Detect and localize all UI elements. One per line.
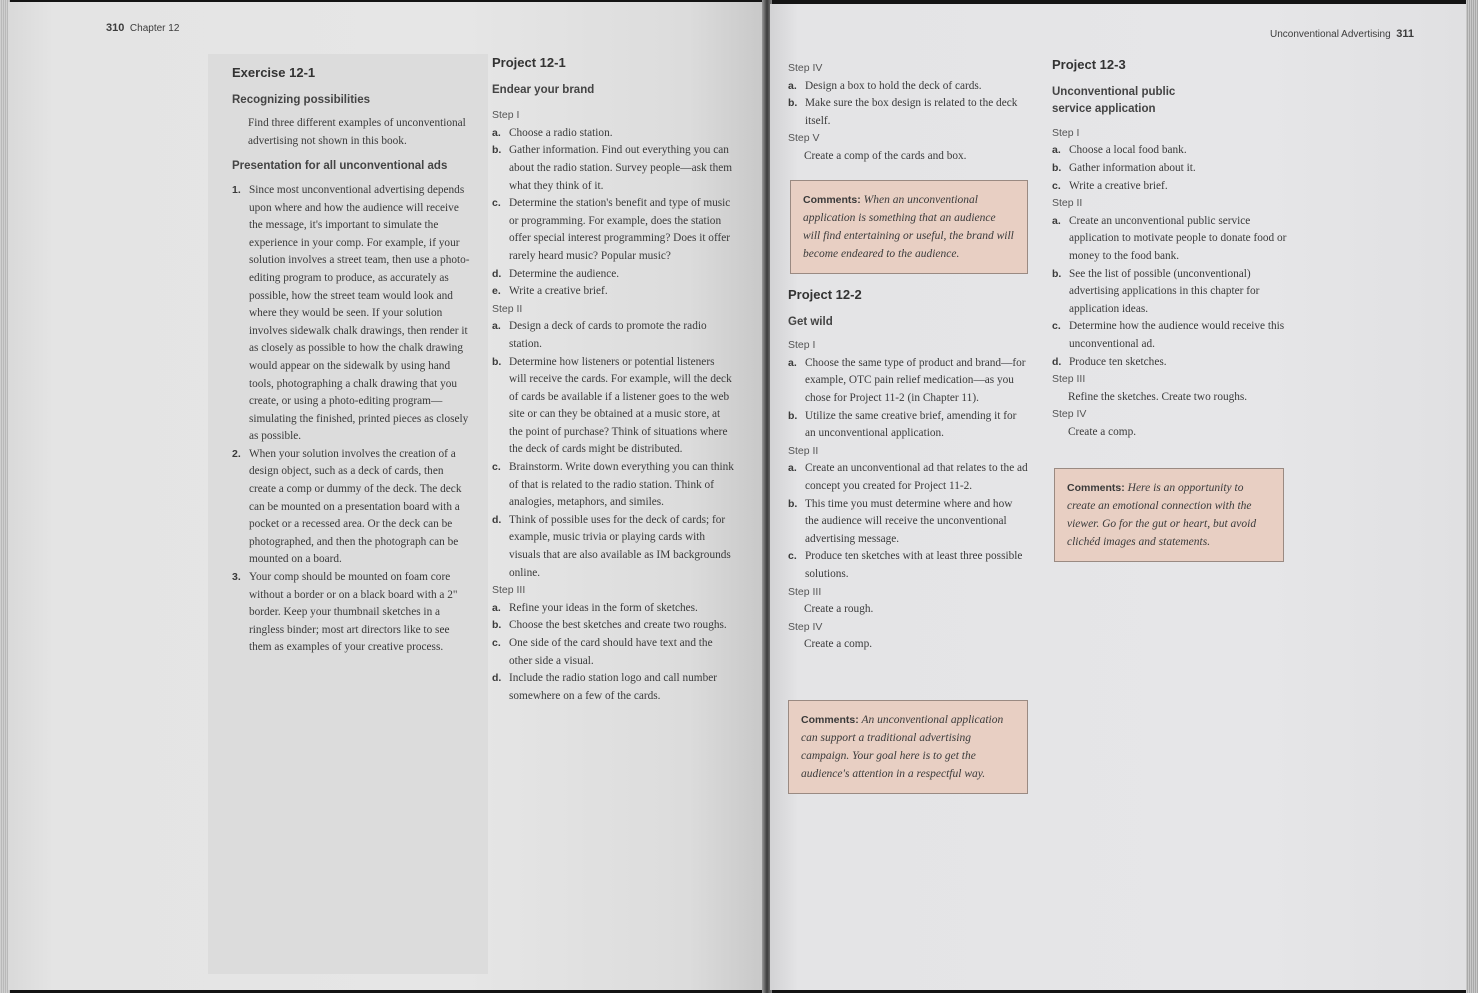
comment-box xyxy=(790,180,1028,274)
list-item xyxy=(492,318,734,353)
right-page-number: 311 xyxy=(1396,28,1414,40)
list-mark: d. xyxy=(492,267,502,280)
list-item-text: When your solution involves the creation of a design object, such as a deck of cards, then create a comp or dummy of the deck. The deck can be mounted on a presentation board with a pocket or a recessed area. Or the deck can be photographed, and then the photograph can be mounted on a board. xyxy=(249,447,462,566)
exercise-title: Exercise 12-1 xyxy=(232,65,316,80)
list-item xyxy=(1052,142,1288,160)
step-label: Step I xyxy=(492,109,520,122)
comment-label: Comments: xyxy=(803,194,861,206)
step-label: Step III xyxy=(788,585,822,598)
list-item-text: Determine how listeners or potential listeners will receive the cards. For example, will the deck of cards be available if a listener goes to the web site or can they be obtained at a music store, at the point of purchase? Think of situations where the deck of cards might be distributed. xyxy=(509,355,732,456)
list-item-text: Create an unconventional ad that relates to the ad concept you created for Project 11-2. xyxy=(805,462,1028,492)
list-mark: a. xyxy=(788,356,797,369)
list-item-text: See the list of possible (unconventional) advertising applications in this chapter for application ideas. xyxy=(1069,267,1260,315)
left-chapter-label: Chapter 12 xyxy=(129,23,180,34)
list-item xyxy=(1052,266,1288,319)
left-running-head xyxy=(106,22,179,34)
list-item-text: Design a deck of cards to promote the radio station. xyxy=(509,320,707,350)
list-item xyxy=(1052,213,1288,266)
list-mark: a. xyxy=(1052,144,1061,157)
list-item-text: Gather information. Find out everything you can about the radio station. Survey people—ask them what they think of it. xyxy=(509,144,733,192)
list-mark: c. xyxy=(492,637,501,649)
exercise-list xyxy=(232,182,472,657)
list-mark: b. xyxy=(1052,161,1062,174)
step-text: Refine the sketches. Create two roughs. xyxy=(1068,390,1248,403)
step-label: Step IV xyxy=(788,62,823,74)
list-item xyxy=(1052,178,1288,196)
comment-label: Comments: xyxy=(801,714,859,726)
project-12-2-title: Project 12-2 xyxy=(788,287,862,302)
list-mark: c. xyxy=(1052,320,1061,333)
list-item-text: Include the radio station logo and call number somewhere on a few of the cards. xyxy=(509,672,717,702)
list-item-text: Think of possible uses for the deck of cards; for example, music trivia or playing cards with visuals that are also available as IM backgrounds online. xyxy=(509,513,731,579)
list-mark: c. xyxy=(492,461,501,474)
list-item-text: Choose the best sketches and create two roughs. xyxy=(509,619,727,632)
list-item xyxy=(788,548,1028,583)
list-mark: a. xyxy=(492,601,501,614)
list-item xyxy=(492,600,734,618)
list-item-text: Since most unconventional advertising depends upon where and how the audience will receive the message, it's important to simulate the experience in your comp. For example, if your solution involves a street team, then use a photo-editing program to produce, as accurately as possible, how the street team would look and where they would be seen. If your solution involves sidewalk chalk drawings, then render it as closely as possible to how the chalk drawing would appear on the sidewalk by using hand tools, photographing a chalk drawing that you create, or using a photo-editing program—simulating the finished, printed pieces as closely as possible. xyxy=(249,183,470,443)
list-item-text: Create an unconventional public service application to motivate people to donate food or money to the food bank. xyxy=(1069,214,1287,262)
step-text: Create a comp of the cards and box. xyxy=(804,149,967,162)
list-item xyxy=(492,142,734,195)
step-label: Step III xyxy=(1052,373,1086,386)
list-mark: b. xyxy=(788,497,798,510)
list-item xyxy=(492,354,734,460)
project-12-1-column xyxy=(492,54,734,705)
right-page xyxy=(770,4,1470,990)
list-item-text: Write a creative brief. xyxy=(509,285,608,298)
list-mark: b. xyxy=(492,619,502,632)
list-mark: c. xyxy=(492,197,501,210)
list-mark: a. xyxy=(788,79,797,92)
list-mark: c. xyxy=(1052,179,1061,192)
step-text: Create a rough. xyxy=(804,603,874,616)
list-item xyxy=(788,408,1028,443)
list-mark: d. xyxy=(492,513,502,526)
list-item xyxy=(492,635,734,670)
step-text: Create a comp. xyxy=(1068,425,1137,438)
step-label: Step IV xyxy=(1052,408,1087,421)
list-item xyxy=(492,617,734,635)
list-mark: d. xyxy=(492,672,502,685)
list-item-text: Make sure the box design is related to the deck itself. xyxy=(805,97,1018,127)
list-mark: b. xyxy=(1052,267,1062,280)
list-item-text: Gather information about it. xyxy=(1069,161,1196,174)
step-label: Step V xyxy=(788,132,820,145)
list-mark: a. xyxy=(788,462,797,475)
list-item-text: One side of the card should have text and the other side a visual. xyxy=(509,637,713,667)
comment-box xyxy=(788,700,1028,794)
list-item-text: Brainstorm. Write down everything you can think of that is related to the radio station. Think of analogies, metaphors, and similes. xyxy=(509,461,734,509)
project-12-3-title: Project 12-3 xyxy=(1052,57,1126,72)
list-item xyxy=(492,195,734,265)
list-item xyxy=(492,459,734,512)
exercise-section-title: Presentation for all unconventional ads xyxy=(232,160,448,173)
list-number: 2. xyxy=(232,447,241,460)
list-item-text: Choose the same type of product and brand—for example, OTC pain relief medication—as you chose for Project 11-2 (in Chapter 11). xyxy=(805,356,1026,404)
right-chapter-label: Unconventional Advertising xyxy=(1270,29,1391,40)
list-mark: c. xyxy=(788,550,797,563)
list-item xyxy=(1052,160,1288,178)
list-item xyxy=(788,78,1028,96)
right-running-head xyxy=(1270,28,1414,40)
list-item-text: Design a box to hold the deck of cards. xyxy=(805,79,982,92)
step-text: Create a comp. xyxy=(804,638,873,651)
comment-text: An unconventional application can support a traditional advertising campaign. Your goal here is to get the audience's attention in a respectful way. xyxy=(801,714,1004,780)
list-mark: a. xyxy=(492,320,501,333)
list-item xyxy=(492,283,734,301)
list-item-text: Choose a local food bank. xyxy=(1069,144,1187,157)
list-item xyxy=(788,460,1028,495)
comment-text: When an unconventional application is something that an audience will find entertaining or useful, the brand will become endeared to the audience. xyxy=(803,194,1014,260)
list-item xyxy=(492,266,734,284)
left-page-number: 310 xyxy=(106,22,125,34)
list-number: 1. xyxy=(232,183,241,196)
list-item xyxy=(232,182,472,446)
list-item-text: Utilize the same creative brief, amending it for an unconventional application. xyxy=(805,409,1017,440)
list-item-text: Determine the audience. xyxy=(509,267,620,280)
step-label: Step II xyxy=(788,444,819,457)
comment-label: Comments: xyxy=(1067,482,1125,494)
project-12-1-continued-column xyxy=(788,60,1028,166)
list-mark: b. xyxy=(788,97,798,110)
list-mark: b. xyxy=(492,355,502,368)
step-label: Step II xyxy=(492,302,523,315)
list-item-text: Produce ten sketches. xyxy=(1069,355,1167,368)
left-page xyxy=(8,2,764,990)
exercise-column xyxy=(232,64,472,657)
list-mark: a. xyxy=(492,126,501,139)
comment-box xyxy=(1054,468,1284,562)
list-mark: b. xyxy=(492,144,502,157)
exercise-subtitle: Recognizing possibilities xyxy=(232,93,371,106)
list-item-text: Produce ten sketches with at least three possible solutions. xyxy=(805,550,1023,580)
list-number: 3. xyxy=(232,571,241,584)
list-item xyxy=(1052,318,1288,353)
list-mark: b. xyxy=(788,409,798,422)
project-12-2-subtitle: Get wild xyxy=(788,315,833,328)
list-item xyxy=(492,125,734,143)
project-12-2-column xyxy=(788,286,1028,654)
step-label: Step IV xyxy=(788,620,823,633)
list-mark: d. xyxy=(1052,355,1062,368)
list-item xyxy=(788,95,1028,130)
list-item xyxy=(1052,354,1288,372)
comment-text: Here is an opportunity to create an emotional connection with the viewer. Go for the gut or heart, but avoid clichéd images and statements. xyxy=(1067,482,1257,548)
list-item-text: Choose a radio station. xyxy=(509,126,613,139)
project-12-1-title: Project 12-1 xyxy=(492,55,566,70)
list-item xyxy=(492,670,734,705)
step-label: Step I xyxy=(788,339,816,352)
project-12-1-subtitle: Endear your brand xyxy=(492,83,595,96)
list-item-text: This time you must determine where and how the audience will receive the unconventional advertising message. xyxy=(805,497,1013,545)
list-mark: a. xyxy=(1052,214,1061,227)
step-label: Step III xyxy=(492,584,526,597)
list-item xyxy=(788,496,1028,549)
step-label: Step II xyxy=(1052,197,1083,210)
list-item-text: Determine how the audience would receive this unconventional ad. xyxy=(1069,320,1285,350)
project-12-3-subtitle: Unconventional public service application xyxy=(1052,85,1176,116)
list-item-text: Your comp should be mounted on foam core without a border or on a black board with a 2" border. Keep your thumbnail sketches in a ringless binder; most art directors like to see them as examples of your creative process. xyxy=(249,571,458,654)
page-stack-edge-right xyxy=(1466,0,1478,993)
list-item xyxy=(232,446,472,569)
exercise-intro: Find three different examples of unconventional advertising not shown in this book. xyxy=(248,117,466,147)
list-item xyxy=(788,355,1028,408)
project-12-3-column xyxy=(1052,56,1288,441)
list-item-text: Write a creative brief. xyxy=(1069,179,1168,192)
list-item-text: Determine the station's benefit and type of music or programming. For example, does the station offer special interest programming? Does it offer rarely heard music? Popular music? xyxy=(509,197,731,262)
list-item xyxy=(232,569,472,657)
list-mark: e. xyxy=(492,285,501,298)
list-item xyxy=(492,512,734,582)
list-item-text: Refine your ideas in the form of sketches. xyxy=(509,601,698,614)
step-label: Step I xyxy=(1052,126,1080,139)
